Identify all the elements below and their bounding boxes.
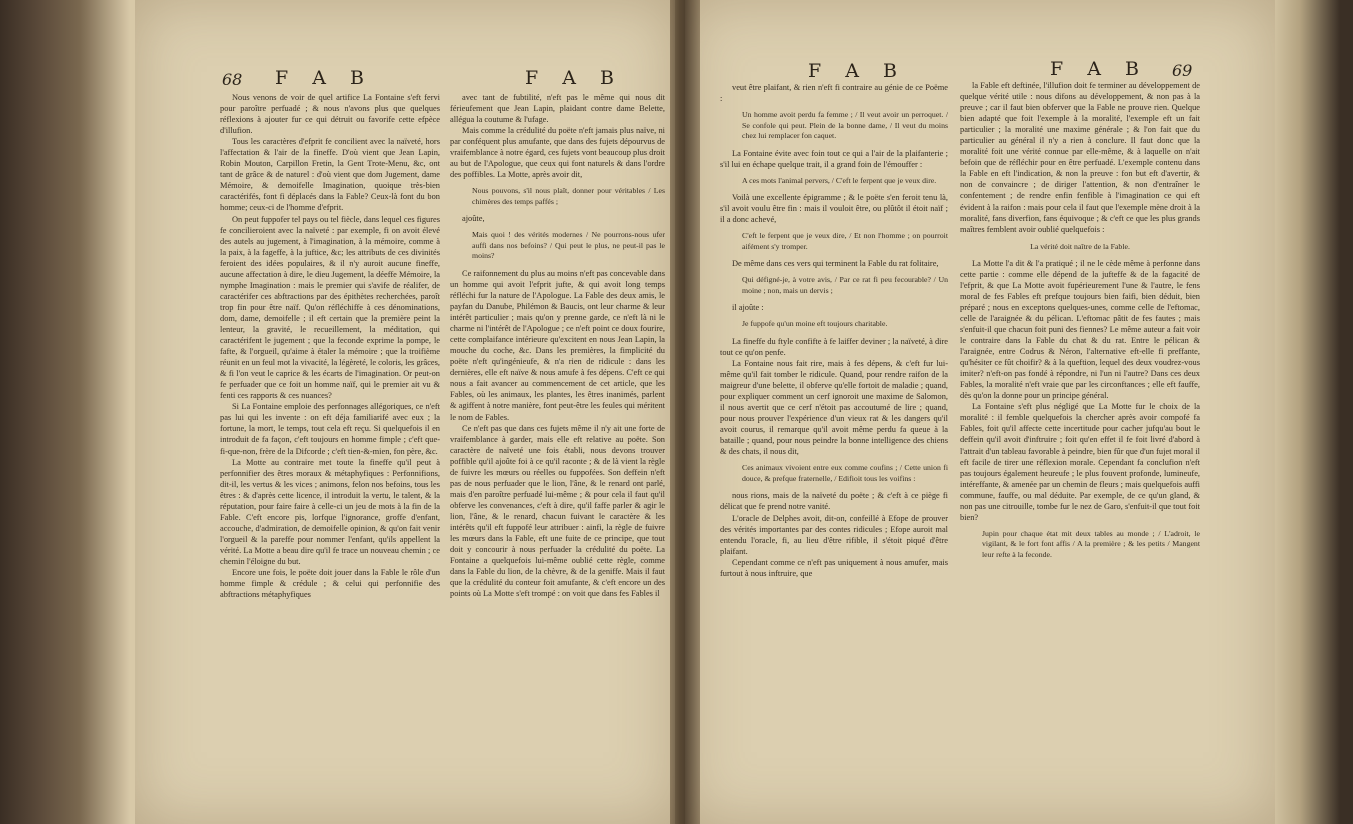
left-column-2 <box>450 92 665 808</box>
paragraph: Ce n'eft pas que dans ces fujets même il n'y ait une forte de vraifemblance à garder, mais elle eft relative au poëte. Son caractère de naïveté une fois établi, nous devons trouver poffible qu'il ajoûte foi à ce qu'il raconte ; & de là vient la règle de fuivre les mœurs ou réelles ou fuppofées. Son deffein n'eft pas de nous perfuader que le lion, l'âne, & le renard ont parlé, mais d'en paroître perfuadé lui-même ; & pour cela il faut qu'il obferve les convenances, c'eft à dire, qu'il faffe parler & agir le lion, l'âne, & le renard, chacun fuivant le caractère & les intérêts qu'il eft fuppofé leur attribuer : ainfi, la règle de fuivre les mœurs dans la Fable, eft une fuite de ce principe, que tout doit y concourir à nous perfuader la crédulité du poëte. La Fontaine a quelquefois lui-même oublié cette règle, comme dans la Fable du lion, de la chèvre, & de la geniffe. Mais il faut que la crédulité du conteur foit amufante, & c'eft encore un des points où La Motte s'eft trompé : on voit que dans fes Fables il <box>450 423 665 599</box>
verse: Ces animaux vivoient entre eux comme coufins ; / Cette union fi douce, & prefque fraternelle, / Edifioit tous les voifins : <box>742 463 948 483</box>
paragraph: Si La Fontaine emploie des perfonnages allégoriques, ce n'eft pas lui qui les invente : on eft déja familiarifé avec eux ; la fortune, la mort, le temps, tout cela eft reçu. Si quelquefois il en introduit de fa façon, c'eft toujours en homme fimple ; c'eft que-fi-que-non, frère de la Difcorde ; c'eft tien-&-mien, fon père, &c. <box>220 402 440 456</box>
left-header-1: F A B <box>275 67 373 89</box>
right-header-2: F A B <box>1050 58 1148 80</box>
verse: Mais quoi ! des vérités modernes / Ne pourrons-nous ufer auffi dans nos befoins? / Qui peut le plus, ne peut-il pas le moins? <box>472 230 665 261</box>
paragraph: Nous venons de voir de quel artifice La Fontaine s'eft fervi pour paroître perfuadé ; & nous n'avons plus que quelques réflexions à ajouter fur ce qui détruit ou favorife cette efpèce d'illufion. <box>220 93 440 136</box>
paragraph: La Fontaine s'eft plus négligé que La Motte fur le choix de la moralité : il femble quelquefois la chercher après avoir compofé fa Fables, foit qu'il affecte cette incertitude pour cacher jufqu'au bout le deffein qu'il avoit d'inftruire ; foit qu'en effet il fe foit livré d'abord à l'attrait d'un tableau favorable à peindre, bien fûr que d'un fujet moral il eft facile de tirer une réflexion morale. Cependant fa conclufion n'eft pas toujours également heureufe ; le plus fouvent profonde, lumineufe, intéreffante, & amenée par un chemin de fleurs ; mais quelquefois auffi commune, fauffe, ou mal déduite. Par exemple, de ce qu'un gland, & non pas une citrouille, tombe fur le nez de Garo, s'enfuit-il que tout foit bien? <box>960 402 1200 522</box>
verse: A ces mots l'animal pervers, / C'eft le ferpent que je veux dire. <box>742 175 937 185</box>
verse: Un homme avoit perdu fa femme ; / Il veut avoir un perroquet. / Se confole qui peut. Plein de la bonne dame, / Il veut du moins chez lui remplacer fon caquet. <box>742 110 948 141</box>
right-page-number: 69 <box>1172 61 1193 80</box>
paragraph: Tous les caractères d'efprit fe concilient avec la naïveté, hors l'affectation & l'air de la fineffe. D'où vient que Jean Lapin, Robin Mouton, Carpillon Fretin, la Gent Trote-Menu, &c, ont tant de grâce & de naturel : d'où vient que dom Jugement, dame Mémoire, & demoifelle Imagination, quoique très-bien caractérifés, font fi déplacés dans la Fable? Ceux-là font du bon homme; ceux-ci de l'homme d'efprit. <box>220 137 440 213</box>
paragraph: La Fontaine évite avec foin tout ce qui a l'air de la plaifanterie ; s'il lui en échape quelque trait, il a grand foin de l'émouffer : <box>720 148 948 169</box>
paragraph: veut être plaifant, & rien n'eft fi contraire au génie de ce Poëme : <box>720 83 948 104</box>
paragraph: La Motte au contraire met toute la fineffe qu'il peut à perfonnifier des êtres moraux & métaphyfiques : Perfonnifions, dit-il, les vertus & les vices ; animons, felon nos befoins, tous les êtres : & d'après cette licence, il introduit la vertu, le talent, & la réputation, pour faire faire à celle-ci un jeu de mots à la fin de la Fable. C'eft encore pis, lorfque l'ignorance, groffe d'enfant, accouche, d'admiration, de demoifelle opinion, & qu'on fait venir l'orgueil & la pareffe pour nommer l'enfant, qu'ils appellent la vérité. La Motte a beau dire qu'il fe trace un nouveau chemin ; ce chemin l'éloigne du but. <box>220 457 440 566</box>
left-header-2: F A B <box>525 67 623 89</box>
right-column-2 <box>960 80 1200 806</box>
paragraph: Mais comme la crédulité du poëte n'eft jamais plus naïve, ni par conféquent plus amufante, que dans des fujets dépourvus de vraifemblance à notre égard, ces fujets vont beaucoup plus droit au but de l'Apologue, que ceux qui font naturels & dans l'ordre des poffibles. La Motte, après avoir dit, <box>450 126 665 180</box>
left-column-1 <box>220 92 440 808</box>
paragraph: De même dans ces vers qui terminent la Fable du rat folitaire, <box>732 259 939 269</box>
right-column-1 <box>720 82 948 806</box>
paragraph: Cependant comme ce n'eft pas uniquement à nous amufer, mais furtout à nous inftruire, que <box>720 557 948 578</box>
paragraph: il ajoûte : <box>732 303 764 313</box>
paragraph: La fineffe du ftyle confifte à fe laiffer deviner ; la naïveté, à dire tout ce qu'on penfe. <box>720 336 948 357</box>
centered-maxim: La vérité doit naître de la Fable. <box>1030 241 1130 251</box>
verse: Je fuppofe qu'un moine eft toujours charitable. <box>742 319 888 329</box>
paragraph: On peut fuppofer tel pays ou tel fiècle, dans lequel ces figures fe concilieroient avec la naïveté : par exemple, fi on avoit élevé des autels au jugement, à l'imagination, à la mémoire, comme à la paix, à la fageffe, à la juftice, &c; les attributs de ces divinités feroient des idées populaires, & il n'y auroit aucune fineffe, aucune affectation à dire, le dieu Jugement, la déeffe Mémoire, la nymphe Imagination : mais le premier qui s'avife de réalifer, de caractérifer ces abftractions par des épithètes recherchées, paroît trop fin pour être naïf. Qu'on réfléchiffe à ces dénominations, dom, dame, demoifelle ; il eft certain que la première peint la lenteur, la gravité, le recueillement, la méditation, qui caractérifent le jugement ; que la feconde exprime la pompe, le fafte, & l'orgueil, qu'aime à étaler la mémoire ; que la troifième réunit en un feul mot la vivacité, la légèreté, le coloris, les grâces, & fi l'on veut le caprice & les écarts de l'imagination. Or peut-on fe perfuader que ce foit un homme naïf, qui le premier ait vu & fenti ces rapports & ces nuances? <box>220 214 440 401</box>
verse: Nous pouvons, s'il nous plaît, donner pour véritables / Les chimères des temps paffés ; <box>472 186 665 206</box>
paragraph: avec tant de fubtilité, n'eft pas le même qui nous dit férieufement que Jean Lapin, plaidant contre dame Belette, allégua la coutume & l'ufage. <box>450 93 665 125</box>
verse: Jupin pour chaque état mit deux tables au monde ; / L'adroit, le vigilant, & le fort font affis / A la première ; & les petits / Mangent leur refte à la feconde. <box>982 528 1200 559</box>
paragraph: Encore une fois, le poëte doit jouer dans la Fable le rôle d'un homme fimple & crédule ; & celui qui perfonnifie des abftractions métaphyfiques <box>220 568 440 600</box>
paragraph: Ce raifonnement du plus au moins n'eft pas concevable dans un homme qui avoit l'efprit jufte, & qui avoit long temps réfléchi fur la nature de l'Apologue. La Fable des deux amis, le payfan du Danube, Philémon & Baucis, ont leur charme & leur intérêt particulier ; mais qu'on y prenne garde, ce n'eft là ni le charme ni l'intérêt de l'Apologue ; ce n'eft point ce doux fourire, cette complaifance intérieure qu'excitent en nous Jean Lapin, la mouche du coche, &c. Dans les premières, la fimplicité du poëte n'eft qu'ingénieufe, & n'a rien de ridicule : dans les dernières, elle eft naïve & nous amufe à fes dépens. C'eft ce qui nous a fait avancer au commencement de cet article, que les Fables, où les animaux, les plantes, les êtres inanimés, parlent & agiffent à notre manière, font peut-être les feules qui méritent le nom de Fables. <box>450 268 665 422</box>
book-gutter <box>670 0 700 824</box>
paragraph: La Motte l'a dit & l'a pratiqué ; il ne le cède même à perfonne dans cette partie : comme elle dépend de la jufteffe & de la fagacité de l'efprit, & que La Motte avoit fupérieurement l'une & l'autre, le fens moral de fes Fables eft prefque toujours bien faifi, bien déduit, bien préparé ; nous en exceptons quelques-unes, comme celle de l'eftomac, celle de l'araignée & du pélican. L'eftomac pâtit de fes fautes ; mais s'enfuit-il que chacun foit puni des fiennes? Le même auteur a fait voir le contraire dans la Fable du chat & du rat. Entre le pélican & l'araignée, entre Codrus & Néron, l'alternative eft-elle fi preffante, qu'hésiter ce fût choifir? & à la queftion, lequel des deux voudrez-vous imiter? n'eft-on pas fondé à répondre, ni l'un ni l'autre? Dans ces deux Fables, la moralité n'eft vraie que par les circonftances ; elle eft fauffe, dès qu'on la donne pour un principe général. <box>960 258 1200 401</box>
paragraph: la Fable eft deftinée, l'illufion doit fe terminer au développement de quelque vérité utile : nous difons au développement, & non pas à la preuve ; car il faut bien obferver que la Fable ne prouve rien. Quelque bien adapté que foit l'exemple à la moralité, l'exemple eft un fait particulier ; la moralité une maxime générale ; & l'on fait que du particulier au général il n'y a rien à conclure. Il faut donc que la moralité foit une vérité connue par elle-même, & à laquelle on n'ait befoin que de réfléchir pour en être perfuadé. L'exemple contenu dans la Fable en eft l'indication, & non la preuve : fon but eft d'avertir, & non de convaincre ; de diriger l'attention, & non d'entraîner le confentement ; de rendre enfin fenfible à l'imagination ce qui eft évident à la raifon : mais pour cela il faut que l'exemple mène droit à la moralité, fans diverfion, fans équivoque ; & c'eft ce que les plus grands maîtres femblent avoir oublié quelquefois : <box>960 81 1200 234</box>
left-page-number: 68 <box>222 70 243 89</box>
paragraph: La Fontaine nous fait rire, mais à fes dépens, & c'eft fur lui-même qu'il fait tomber le ridicule. Quand, pour rendre raifon de la maigreur d'une belette, il obferve qu'elle fortoit de maladie ; quand, pour expliquer comment un cerf ignoroit une maxime de Salomon, il nous avertit que ce cerf n'étoit pas accoutumé de lire ; quand, pour nous prouver l'expérience d'un vieux rat & les dangers qu'il avoit courus, il remarque qu'il avoit même perdu fa queue à la bataille ; quand, pour nous peindre la bonne intelligence des chiens & des chats, il nous dit, <box>720 359 948 457</box>
verse: Qui défigné-je, à votre avis, / Par ce rat fi peu fecourable? / Un moine ; non, mais un dervis ; <box>742 275 948 295</box>
verse: C'eft le ferpent que je veux dire, / Et non l'homme ; on pourroit aifément s'y tromper. <box>742 231 948 251</box>
paragraph: ajoûte, <box>462 214 485 224</box>
right-header-1: F A B <box>808 60 906 82</box>
paragraph: nous rions, mais de la naïveté du poëte ; & c'eft à ce piège fi délicat que fe prend notre vanité. <box>720 491 948 512</box>
paragraph: Voilà une excellente épigramme ; & le poëte s'en feroit tenu là, s'il avoit voulu être fin : mais il vouloit être, ou plûtôt il étoit naïf ; il a donc achevé, <box>720 193 948 225</box>
paragraph: L'oracle de Delphes avoit, dit-on, confeillé à Efope de prouver des vérités importantes par des contes ridicules ; Efope auroit mal entendu l'oracle, fi, au lieu d'être rifible, il s'étoit piqué d'être plaifant. <box>720 513 948 556</box>
